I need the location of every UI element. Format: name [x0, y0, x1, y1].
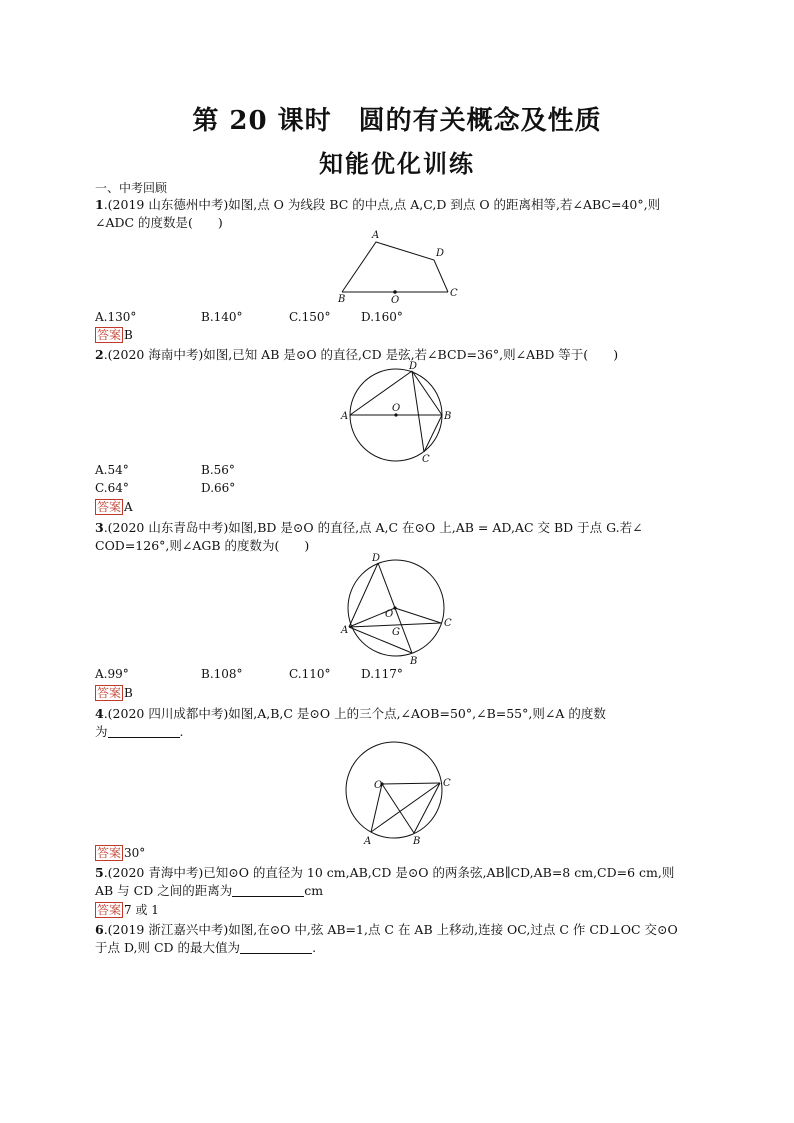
question-unit: cm	[304, 883, 324, 898]
page-title: 第 20 课时 圆的有关概念及性质	[192, 106, 602, 136]
question-1-line-1	[95, 196, 660, 214]
answer-blank[interactable]	[240, 941, 312, 954]
question-text: .(2019 浙江嘉兴中考)如图,在⊙O 中,弦 AB=1,点 C 在 AB 上移动,连接 OC,过点 C 作 CD⊥OC 交⊙O	[103, 922, 678, 937]
point-o	[393, 290, 397, 294]
answer-label: 答案	[97, 686, 122, 700]
section-heading: 一、中考回顾	[95, 181, 168, 195]
option-c: C.110°	[289, 667, 331, 681]
segment-ab	[349, 627, 412, 653]
label-d: D	[372, 553, 381, 564]
figure-q4	[336, 738, 460, 848]
label-b: B	[413, 836, 421, 847]
figure-q2	[338, 360, 458, 466]
label-c: C	[444, 618, 452, 629]
answer-value: B	[124, 686, 133, 700]
question-text: .(2020 青海中考)已知⊙O 的直径为 10 cm,AB,CD 是⊙O 的两条弦,AB∥CD,AB=8 cm,CD=6 cm,则	[103, 865, 675, 880]
answer-blank[interactable]	[108, 725, 180, 738]
chord-dc	[412, 371, 424, 452]
question-6-line-1	[95, 921, 678, 939]
answer-label: 答案	[97, 500, 122, 514]
question-3-line-1	[95, 519, 643, 537]
option-d: D.66°	[201, 481, 236, 495]
segment-cb	[424, 415, 442, 452]
figure-q3	[338, 551, 458, 667]
label-b: B	[338, 294, 346, 305]
option-c: C.150°	[289, 310, 331, 324]
option-c: C.64°	[95, 481, 129, 495]
label-a: A	[364, 836, 372, 847]
answer-label: 答案	[97, 328, 122, 342]
circle-o	[346, 742, 442, 838]
question-text: .(2020 海南中考)如图,已知 AB 是⊙O 的直径,CD 是弦,若∠BCD=36°,则∠ABD 等于( )	[103, 347, 619, 362]
point-o	[393, 606, 396, 609]
question-3-line-2: COD=126°,则∠AGB 的度数为( )	[95, 538, 310, 553]
answer-label: 答案	[97, 846, 122, 860]
option-d: D.160°	[361, 310, 403, 324]
answer-value: A	[124, 500, 133, 514]
answer-value: 30°	[124, 846, 146, 860]
label-c: C	[450, 288, 458, 299]
label-g: G	[392, 627, 400, 638]
question-2-answer	[95, 499, 133, 515]
option-a: A.99°	[95, 667, 129, 681]
question-1-answer	[95, 327, 133, 343]
figure-q1	[330, 228, 460, 306]
question-4-line-2: 为 .	[95, 724, 184, 739]
segment-db	[412, 371, 442, 415]
question-5-line-1	[95, 864, 674, 882]
option-b: B.56°	[201, 463, 235, 477]
question-text: 为	[95, 724, 108, 739]
option-b: B.108°	[201, 667, 243, 681]
question-text: 于点 D,则 CD 的最大值为	[95, 940, 241, 955]
question-3-answer	[95, 685, 133, 701]
question-4-answer	[95, 845, 145, 861]
option-a: A.130°	[95, 310, 137, 324]
label-d: D	[436, 248, 445, 259]
question-5-line-2	[95, 882, 323, 900]
label-o: O	[374, 780, 383, 791]
label-a: A	[341, 411, 349, 422]
question-number: 3	[95, 520, 104, 535]
question-text: AB 与 CD 之间的距离为	[95, 883, 233, 898]
label-b: B	[444, 411, 452, 422]
label-d: D	[409, 361, 418, 372]
segment-oc	[395, 608, 441, 623]
label-c: C	[422, 454, 430, 465]
answer-label: 答案	[97, 903, 122, 917]
question-number: 4	[95, 706, 104, 721]
label-a: A	[372, 230, 380, 241]
segment-ad	[350, 371, 412, 415]
label-o: O	[385, 609, 394, 620]
question-number: 1	[95, 197, 104, 212]
question-text: .(2019 山东德州中考)如图,点 O 为线段 BC 的中点,点 A,C,D 到点 O 的距离相等,若∠ABC=40°,则	[103, 197, 661, 212]
quadrilateral-abdc	[342, 242, 448, 292]
option-b: B.140°	[201, 310, 243, 324]
segment-oc	[382, 783, 440, 784]
question-1-line-2: ∠ADC 的度数是( )	[95, 215, 223, 230]
segment-ob	[382, 784, 414, 833]
answer-value: 7 或 1	[124, 903, 159, 917]
option-d: D.117°	[361, 667, 403, 681]
label-b: B	[410, 656, 418, 667]
label-o: O	[392, 403, 401, 414]
label-o: O	[391, 295, 400, 306]
page-subtitle: 知能优化训练	[319, 149, 475, 178]
question-text: .(2020 山东青岛中考)如图,BD 是⊙O 的直径,点 A,C 在⊙O 上,AB = AD,AC 交 BD 于点 G.若∠	[103, 520, 643, 535]
answer-blank[interactable]	[232, 884, 304, 897]
question-5-answer	[95, 902, 159, 918]
question-number: 2	[95, 347, 104, 362]
option-a: A.54°	[95, 463, 129, 477]
label-a: A	[341, 625, 349, 636]
answer-value: B	[124, 328, 133, 342]
question-number: 5	[95, 865, 104, 880]
question-text: .(2020 四川成都中考)如图,A,B,C 是⊙O 上的三个点,∠AOB=50°,∠B=55°,则∠A 的度数	[103, 706, 606, 721]
label-c: C	[443, 778, 451, 789]
question-number: 6	[95, 922, 104, 937]
question-4-line-1	[95, 705, 606, 723]
question-6-line-2: 于点 D,则 CD 的最大值为 .	[95, 940, 317, 955]
